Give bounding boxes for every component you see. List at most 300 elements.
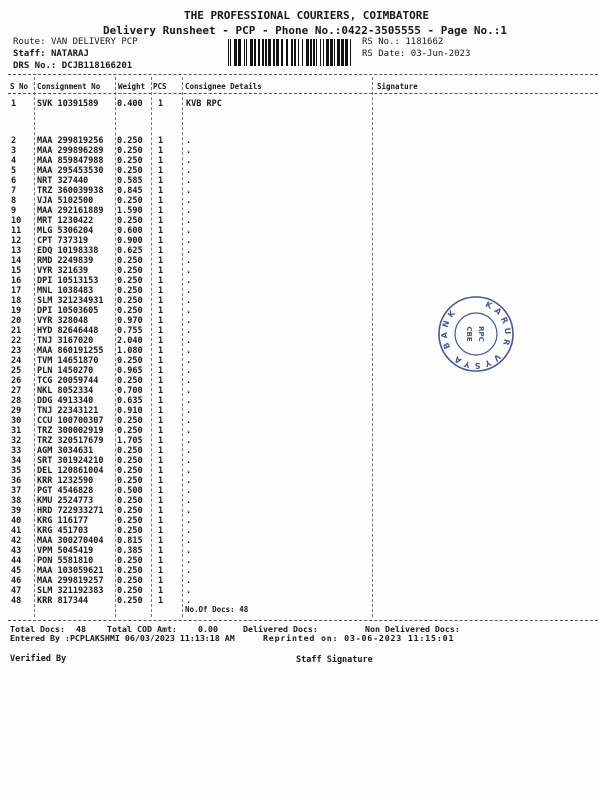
dashed-rule bbox=[8, 74, 598, 75]
table-row bbox=[0, 216, 370, 226]
barcode-bar bbox=[330, 39, 333, 66]
cell-consignment-no: KRR 817344 bbox=[37, 596, 89, 606]
cell-weight: 0.250 bbox=[117, 166, 143, 176]
cell-weight: 0.600 bbox=[117, 226, 143, 236]
cell-pcs: 1 bbox=[158, 286, 164, 296]
table-row bbox=[0, 396, 370, 406]
cell-sno: 18 bbox=[11, 296, 22, 306]
cell-pcs: 1 bbox=[158, 186, 164, 196]
cell-pcs: 1 bbox=[158, 226, 164, 236]
cell-consignment-no: PGT 4546828 bbox=[37, 486, 94, 496]
cell-weight: 0.250 bbox=[117, 556, 143, 566]
cell-weight: 0.250 bbox=[117, 306, 143, 316]
cell-weight: 0.585 bbox=[117, 176, 143, 186]
cell-pcs: 1 bbox=[158, 506, 164, 516]
cell-weight: 0.250 bbox=[117, 576, 143, 586]
cell-consignment-no: KRR 1232590 bbox=[37, 476, 94, 486]
table-row bbox=[0, 326, 370, 336]
cell-weight: 0.250 bbox=[117, 256, 143, 266]
table-row bbox=[0, 256, 370, 266]
column-header-sno: S No bbox=[10, 82, 29, 91]
cell-weight: 0.250 bbox=[117, 156, 143, 166]
cell-consignment-no: SLM 321192383 bbox=[37, 586, 104, 596]
cell-pcs: 1 bbox=[158, 386, 164, 396]
cell-consignee-details: . bbox=[186, 446, 192, 456]
cell-consignment-no: CCU 100700307 bbox=[37, 416, 104, 426]
cell-consignee-details: . bbox=[186, 406, 192, 416]
cell-sno: 20 bbox=[11, 316, 22, 326]
cell-consignment-no: DEL 120861004 bbox=[37, 466, 104, 476]
cell-pcs: 1 bbox=[158, 466, 164, 476]
cell-pcs: 1 bbox=[158, 436, 164, 446]
cell-pcs: 1 bbox=[158, 476, 164, 486]
cell-sno: 34 bbox=[11, 456, 22, 466]
staff-signature: Staff Signature bbox=[296, 655, 373, 665]
cell-consignment-no: KRG 116177 bbox=[37, 516, 89, 526]
table-row bbox=[0, 466, 370, 476]
table-row bbox=[0, 156, 370, 166]
staff-label: Staff: bbox=[13, 49, 46, 59]
cell-pcs: 1 bbox=[158, 206, 164, 216]
runsheet-subtitle: Delivery Runsheet - PCP - Phone No.:0422-3505555 - Page No.:1 bbox=[103, 24, 507, 37]
table-row bbox=[0, 136, 370, 146]
stamp-ring-text bbox=[436, 294, 516, 374]
table-row bbox=[0, 356, 370, 366]
cell-consignment-no: MAA 299819256 bbox=[37, 136, 104, 146]
cell-weight: 0.250 bbox=[117, 426, 143, 436]
cell-consignee-details: . bbox=[186, 556, 192, 566]
cell-consignment-no: KRG 451703 bbox=[37, 526, 89, 536]
total-cod-label: Total COD Amt: bbox=[107, 624, 177, 634]
cell-consignment-no: MAA 295453530 bbox=[37, 166, 104, 176]
cell-sno: 7 bbox=[11, 186, 17, 196]
barcode-bar bbox=[230, 39, 231, 66]
table-row bbox=[0, 366, 370, 376]
cell-consignee-details: . bbox=[186, 326, 192, 336]
table-row bbox=[0, 416, 370, 426]
cell-weight: 0.250 bbox=[117, 476, 143, 486]
cell-consignment-no: TVM 14651870 bbox=[37, 356, 99, 366]
cell-weight: 0.250 bbox=[117, 446, 143, 456]
cell-sno: 43 bbox=[11, 546, 22, 556]
barcode-bar bbox=[268, 39, 271, 66]
rs-number-line bbox=[362, 37, 443, 48]
cell-consignment-no: NRT 327440 bbox=[37, 176, 89, 186]
cell-sno: 42 bbox=[11, 536, 22, 546]
table-row bbox=[0, 196, 370, 206]
cell-consignee-details: . bbox=[186, 226, 192, 236]
barcode-bar bbox=[291, 39, 293, 66]
table-row bbox=[0, 316, 370, 326]
cell-consignee-details: . bbox=[186, 546, 192, 556]
table-row bbox=[0, 146, 370, 156]
cell-consignee-details: . bbox=[186, 566, 192, 576]
cell-consignment-no: DPI 10513153 bbox=[37, 276, 99, 286]
table-row bbox=[0, 186, 370, 196]
cell-weight: 0.400 bbox=[117, 99, 143, 109]
consignment-table-body bbox=[0, 99, 370, 606]
cell-weight: 0.815 bbox=[117, 536, 143, 546]
stamp-inner-ring bbox=[455, 313, 497, 355]
cell-consignment-no: PON 5581810 bbox=[37, 556, 94, 566]
cell-sno: 37 bbox=[11, 486, 22, 496]
rs-date-line bbox=[362, 49, 470, 60]
cell-sno: 14 bbox=[11, 256, 22, 266]
barcode-bar bbox=[244, 39, 245, 66]
cell-consignee-details: . bbox=[186, 186, 192, 196]
cell-consignee-details: . bbox=[186, 576, 192, 586]
cell-pcs: 1 bbox=[158, 196, 164, 206]
cell-consignee-details: . bbox=[186, 586, 192, 596]
cell-consignee-details: . bbox=[186, 386, 192, 396]
cell-sno: 8 bbox=[11, 196, 17, 206]
cell-consignment-no: CPT 737319 bbox=[37, 236, 89, 246]
cell-consignee-details: . bbox=[186, 536, 192, 546]
cell-consignee-details: . bbox=[186, 316, 192, 326]
cell-consignee-details: . bbox=[186, 346, 192, 356]
cell-consignee-details: . bbox=[186, 486, 192, 496]
cell-weight: 0.900 bbox=[117, 236, 143, 246]
cell-consignment-no: RMD 2249839 bbox=[37, 256, 94, 266]
cell-weight: 0.845 bbox=[117, 186, 143, 196]
table-row bbox=[0, 246, 370, 256]
cell-consignee-details: . bbox=[186, 146, 192, 156]
cell-sno: 11 bbox=[11, 226, 22, 236]
column-header-consignment-no: Consignment No bbox=[37, 82, 101, 91]
cell-pcs: 1 bbox=[158, 236, 164, 246]
cell-pcs: 1 bbox=[158, 306, 164, 316]
cell-consignment-no: TRZ 300002919 bbox=[37, 426, 104, 436]
verified-by: Verified By bbox=[10, 654, 67, 664]
drs-number-label: DRS No.: bbox=[13, 61, 57, 71]
cell-consignment-no: MLG 5306204 bbox=[37, 226, 94, 236]
cell-consignment-no: MAA 859847988 bbox=[37, 156, 104, 166]
cell-sno: 12 bbox=[11, 236, 22, 246]
cell-sno: 45 bbox=[11, 566, 22, 576]
cell-weight: 0.970 bbox=[117, 316, 143, 326]
table-row bbox=[0, 286, 370, 296]
cell-sno: 46 bbox=[11, 576, 22, 586]
cell-sno: 22 bbox=[11, 336, 22, 346]
cell-pcs: 1 bbox=[158, 516, 164, 526]
cell-consignment-no: PLN 1450270 bbox=[37, 366, 94, 376]
column-divider bbox=[372, 77, 373, 617]
table-row bbox=[0, 296, 370, 306]
table-row bbox=[0, 536, 370, 546]
cell-weight: 1.080 bbox=[117, 346, 143, 356]
cell-consignee-details: . bbox=[186, 496, 192, 506]
no-of-docs bbox=[185, 605, 248, 614]
barcode-bar bbox=[337, 39, 340, 66]
cell-consignment-no: AGM 3034631 bbox=[37, 446, 94, 456]
cell-pcs: 1 bbox=[158, 296, 164, 306]
cell-sno: 39 bbox=[11, 506, 22, 516]
reprinted-on: Reprinted on: 03-06-2023 11:15:01 bbox=[263, 633, 455, 643]
entered-by: Entered By :PCPLAKSHMI 06/03/2023 11:13:18 AM bbox=[10, 633, 235, 643]
no-of-docs-label: No.Of Docs: bbox=[185, 605, 235, 614]
barcode-bar bbox=[298, 39, 299, 66]
cell-consignee-details: . bbox=[186, 516, 192, 526]
cell-weight: 0.250 bbox=[117, 596, 143, 606]
cell-consignment-no: MNL 1038483 bbox=[37, 286, 94, 296]
total-cod-value: 0.00 bbox=[198, 624, 218, 634]
column-header-signature: Signature bbox=[377, 82, 418, 91]
table-row bbox=[0, 476, 370, 486]
cell-consignment-no: DDG 4913340 bbox=[37, 396, 94, 406]
cell-pcs: 1 bbox=[158, 356, 164, 366]
stamp-center-text: CBE bbox=[465, 326, 473, 342]
cell-pcs: 1 bbox=[158, 396, 164, 406]
barcode-bar bbox=[334, 39, 335, 66]
cell-pcs: 1 bbox=[158, 99, 164, 109]
delivered-docs-label: Delivered Docs: bbox=[243, 624, 318, 634]
cell-weight: 0.250 bbox=[117, 136, 143, 146]
table-row bbox=[0, 236, 370, 246]
cell-weight: 0.635 bbox=[117, 396, 143, 406]
cell-pcs: 1 bbox=[158, 406, 164, 416]
drs-number-value: DCJB118166201 bbox=[61, 61, 133, 71]
cell-sno: 36 bbox=[11, 476, 22, 486]
cell-weight: 0.965 bbox=[117, 366, 143, 376]
cell-weight: 0.250 bbox=[117, 196, 143, 206]
cell-consignment-no: TRZ 360039938 bbox=[37, 186, 104, 196]
cell-pcs: 1 bbox=[158, 316, 164, 326]
barcode-bar bbox=[345, 39, 348, 66]
cell-consignee-details: KVB RPC bbox=[186, 99, 222, 109]
cell-consignee-details: . bbox=[186, 166, 192, 176]
dashed-rule bbox=[8, 93, 598, 94]
cell-pcs: 1 bbox=[158, 556, 164, 566]
cell-weight: 0.910 bbox=[117, 406, 143, 416]
barcode-bar bbox=[306, 39, 309, 66]
cell-weight: 0.250 bbox=[117, 516, 143, 526]
cell-sno: 26 bbox=[11, 376, 22, 386]
cell-consignee-details: . bbox=[186, 416, 192, 426]
cell-consignment-no: NKL 8052334 bbox=[37, 386, 94, 396]
column-header-weight: Weight bbox=[118, 82, 146, 91]
route-value: VAN DELIVERY PCP bbox=[50, 37, 138, 47]
cell-sno: 15 bbox=[11, 266, 22, 276]
table-row bbox=[0, 226, 370, 236]
cell-pcs: 1 bbox=[158, 266, 164, 276]
cell-weight: 0.250 bbox=[117, 216, 143, 226]
cell-sno: 25 bbox=[11, 366, 22, 376]
staff-value: NATARAJ bbox=[50, 49, 89, 59]
non-delivered-docs-label: Non Delivered Docs: bbox=[365, 624, 460, 634]
cell-pcs: 1 bbox=[158, 416, 164, 426]
cell-consignee-details: . bbox=[186, 456, 192, 466]
cell-sno: 48 bbox=[11, 596, 22, 606]
cell-pcs: 1 bbox=[158, 136, 164, 146]
cell-consignee-details: . bbox=[186, 596, 192, 606]
table-row bbox=[0, 406, 370, 416]
cell-pcs: 1 bbox=[158, 346, 164, 356]
cell-consignment-no: DPI 10503605 bbox=[37, 306, 99, 316]
cell-consignment-no: EDQ 10198338 bbox=[37, 246, 99, 256]
rs-number-label: RS No.: bbox=[362, 37, 400, 47]
cell-sno: 29 bbox=[11, 406, 22, 416]
table-row bbox=[0, 586, 370, 596]
table-row bbox=[0, 166, 370, 176]
cell-pcs: 1 bbox=[158, 596, 164, 606]
cell-consignment-no: VJA 5102500 bbox=[37, 196, 94, 206]
cell-pcs: 1 bbox=[158, 246, 164, 256]
cell-pcs: 1 bbox=[158, 446, 164, 456]
cell-pcs: 1 bbox=[158, 176, 164, 186]
cell-pcs: 1 bbox=[158, 146, 164, 156]
cell-consignee-details: . bbox=[186, 236, 192, 246]
cell-pcs: 1 bbox=[158, 456, 164, 466]
cell-weight: 0.625 bbox=[117, 246, 143, 256]
cell-weight: 0.250 bbox=[117, 376, 143, 386]
cell-sno: 17 bbox=[11, 286, 22, 296]
cell-consignee-details: . bbox=[186, 476, 192, 486]
cell-consignee-details: . bbox=[186, 376, 192, 386]
cell-pcs: 1 bbox=[158, 336, 164, 346]
column-header-pcs: PCS bbox=[153, 82, 167, 91]
cell-weight: 0.250 bbox=[117, 266, 143, 276]
cell-consignment-no: SLM 321234931 bbox=[37, 296, 104, 306]
cell-consignee-details: . bbox=[186, 176, 192, 186]
barcode-bar bbox=[320, 39, 321, 66]
barcode bbox=[228, 39, 353, 66]
table-row bbox=[0, 99, 370, 109]
total-docs-value: 48 bbox=[76, 624, 86, 634]
company-title: THE PROFESSIONAL COURIERS, COIMBATORE bbox=[184, 9, 430, 22]
cell-pcs: 1 bbox=[158, 326, 164, 336]
cell-sno: 10 bbox=[11, 216, 22, 226]
cell-pcs: 1 bbox=[158, 546, 164, 556]
cell-consignee-details: . bbox=[186, 396, 192, 406]
cell-consignee-details: . bbox=[186, 466, 192, 476]
cell-consignment-no: VPM 5045419 bbox=[37, 546, 94, 556]
rs-number-value: 1181662 bbox=[405, 37, 444, 47]
barcode-bar bbox=[281, 39, 283, 66]
table-row bbox=[0, 266, 370, 276]
cell-weight: 0.250 bbox=[117, 496, 143, 506]
cell-consignee-details: . bbox=[186, 366, 192, 376]
cell-weight: 0.250 bbox=[117, 466, 143, 476]
cell-consignment-no: MAA 299896289 bbox=[37, 146, 104, 156]
cell-sno: 21 bbox=[11, 326, 22, 336]
table-row bbox=[0, 576, 370, 586]
cell-consignment-no: MAA 300270404 bbox=[37, 536, 104, 546]
barcode-bar bbox=[273, 39, 275, 66]
cell-consignee-details: . bbox=[186, 436, 192, 446]
rs-date-label: RS Date: bbox=[362, 49, 406, 59]
cell-consignment-no: TCG 20059744 bbox=[37, 376, 99, 386]
cell-pcs: 1 bbox=[158, 576, 164, 586]
cell-sno: 5 bbox=[11, 166, 17, 176]
cell-pcs: 1 bbox=[158, 216, 164, 226]
cell-consignment-no: SVK 10391589 bbox=[37, 99, 99, 109]
cell-sno: 38 bbox=[11, 496, 22, 506]
cell-consignee-details: . bbox=[186, 256, 192, 266]
cell-consignee-details: . bbox=[186, 356, 192, 366]
table-row bbox=[0, 336, 370, 346]
cell-pcs: 1 bbox=[158, 256, 164, 266]
barcode-bar bbox=[316, 39, 317, 66]
table-row bbox=[0, 496, 370, 506]
cell-consignment-no: MAA 299819257 bbox=[37, 576, 104, 586]
barcode-bar bbox=[326, 39, 329, 66]
cell-consignee-details: . bbox=[186, 266, 192, 276]
cell-weight: 0.250 bbox=[117, 506, 143, 516]
barcode-bar bbox=[228, 39, 229, 66]
cell-consignment-no: MAA 292161889 bbox=[37, 206, 104, 216]
table-row bbox=[0, 436, 370, 446]
table-row bbox=[0, 546, 370, 556]
cell-weight: 1.705 bbox=[117, 436, 143, 446]
cell-consignee-details: . bbox=[186, 276, 192, 286]
table-row bbox=[0, 506, 370, 516]
bank-seal-stamp bbox=[436, 294, 516, 374]
stamp-center-text: RPC bbox=[477, 326, 485, 342]
cell-consignee-details: . bbox=[186, 296, 192, 306]
cell-sno: 1 bbox=[11, 99, 17, 109]
cell-consignee-details: . bbox=[186, 286, 192, 296]
cell-consignee-details: . bbox=[186, 506, 192, 516]
cell-sno: 44 bbox=[11, 556, 22, 566]
cell-sno: 2 bbox=[11, 136, 17, 146]
cell-pcs: 1 bbox=[158, 276, 164, 286]
table-row bbox=[0, 206, 370, 216]
cell-sno: 4 bbox=[11, 156, 17, 166]
barcode-bar bbox=[341, 39, 344, 66]
table-row bbox=[0, 486, 370, 496]
cell-weight: 0.250 bbox=[117, 566, 143, 576]
cell-sno: 27 bbox=[11, 386, 22, 396]
table-row bbox=[0, 306, 370, 316]
cell-consignment-no: MAA 103059621 bbox=[37, 566, 104, 576]
barcode-bar bbox=[302, 39, 303, 66]
cell-consignment-no: MRT 1230422 bbox=[37, 216, 94, 226]
table-row bbox=[0, 386, 370, 396]
barcode-bar bbox=[250, 39, 253, 66]
cell-consignment-no: HRD 722933271 bbox=[37, 506, 104, 516]
cell-weight: 0.250 bbox=[117, 276, 143, 286]
cell-pcs: 1 bbox=[158, 426, 164, 436]
cell-sno: 24 bbox=[11, 356, 22, 366]
table-row bbox=[0, 346, 370, 356]
cell-weight: 0.250 bbox=[117, 526, 143, 536]
table-row bbox=[0, 446, 370, 456]
barcode-bar bbox=[258, 39, 260, 66]
cell-weight: 0.250 bbox=[117, 146, 143, 156]
cell-consignee-details: . bbox=[186, 206, 192, 216]
cell-weight: 0.250 bbox=[117, 356, 143, 366]
staff-line bbox=[13, 49, 89, 60]
table-row bbox=[0, 566, 370, 576]
cell-pcs: 1 bbox=[158, 566, 164, 576]
cell-consignment-no: VYR 321639 bbox=[37, 266, 89, 276]
cell-pcs: 1 bbox=[158, 166, 164, 176]
barcode-bar bbox=[238, 39, 241, 66]
cell-consignee-details: . bbox=[186, 306, 192, 316]
barcode-bar bbox=[276, 39, 279, 66]
table-row bbox=[0, 426, 370, 436]
barcode-bar bbox=[262, 39, 264, 66]
cell-consignee-details: . bbox=[186, 336, 192, 346]
route-line bbox=[13, 37, 138, 48]
cell-weight: 0.700 bbox=[117, 386, 143, 396]
cell-consignee-details: . bbox=[186, 156, 192, 166]
cell-pcs: 1 bbox=[158, 366, 164, 376]
cell-weight: 2.040 bbox=[117, 336, 143, 346]
cell-sno: 33 bbox=[11, 446, 22, 456]
cell-consignee-details: . bbox=[186, 426, 192, 436]
cell-consignment-no: SRT 301924210 bbox=[37, 456, 104, 466]
